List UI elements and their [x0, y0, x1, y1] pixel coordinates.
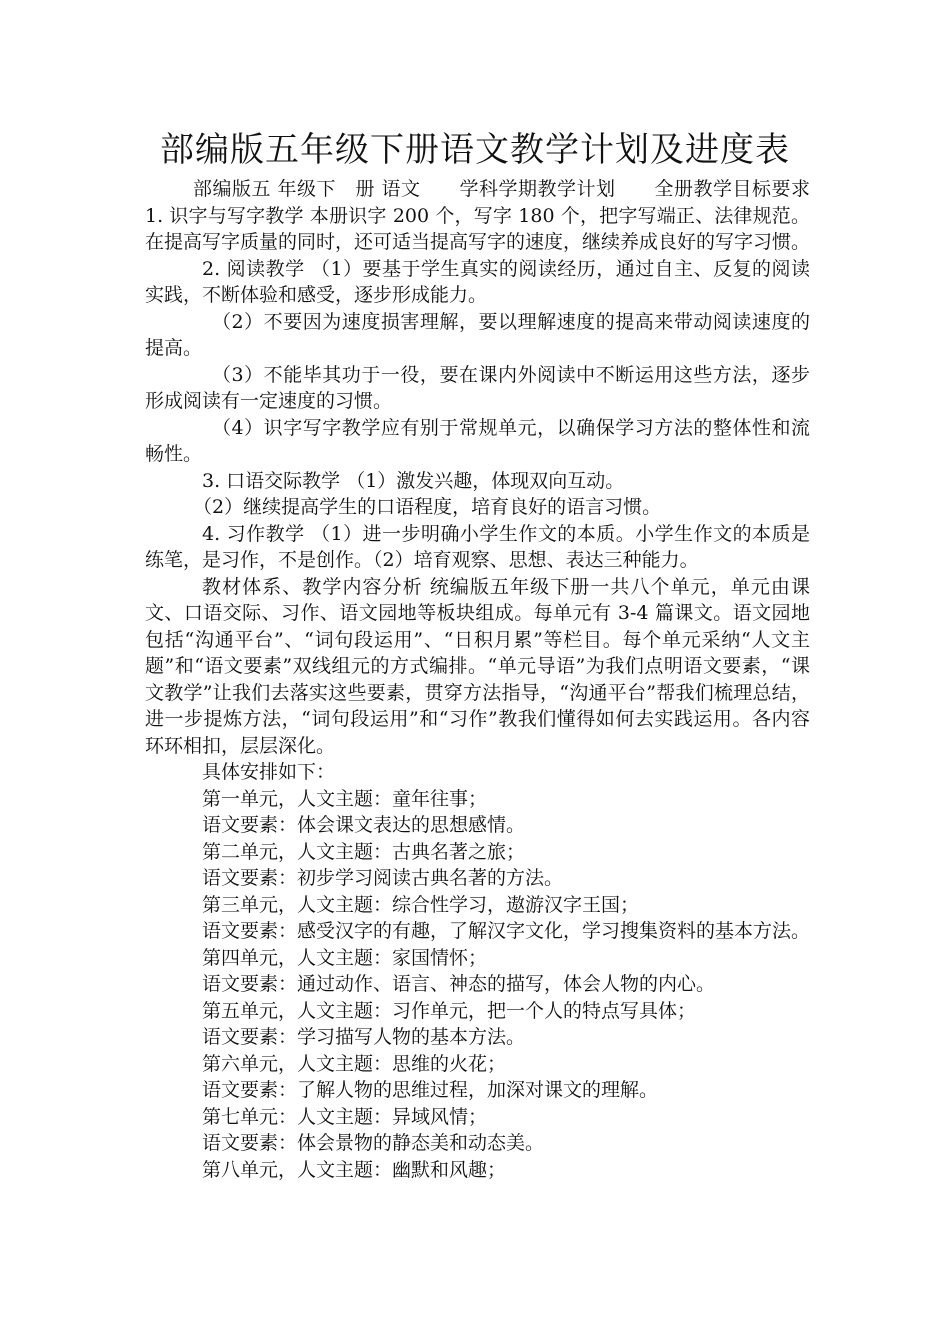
document-title: 部编版五年级下册语文教学计划及进度表: [160, 130, 790, 170]
unit-4-element: 语文要素：通过动作、语言、神态的描写，体会人物的内心。: [202, 973, 716, 995]
unit-8-theme: 第八单元，人文主题：幽默和风趣；: [202, 1158, 507, 1181]
paragraph-arrangement-intro: 具体安排如下：: [202, 761, 336, 783]
unit-5-theme: 第五单元，人文主题：习作单元，把一个人的特点写具体；: [202, 999, 697, 1022]
paragraph-objectives: 部编版五 年级下 册 语文 学科学期教学计划 全册教学目标要求 1. 识字与写字教学 本册识字 200 个，写字 180 个，把字写端正、法律规范。在提高写字质量的同时，还可适当提高写字的速度，继续养成良好的写字习惯。: [145, 178, 811, 253]
unit-3-element: 语文要素：感受汉字的有趣，了解汉字文化，学习搜集资料的基本方法。: [202, 920, 811, 942]
unit-1-element: 语文要素：体会课文表达的思想感情。: [202, 814, 526, 836]
unit-7-element: 语文要素：体会景物的静态美和动态美。: [202, 1132, 545, 1154]
paragraph-reading-1: 2. 阅读教学 （1）要基于学生真实的阅读经历，通过自主、反复的阅读实践，不断体验和感受，逐步形成能力。: [145, 257, 810, 306]
paragraph-reading-4: （4）识字写字教学应有别于常规单元，以确保学习方法的整体性和流畅性。: [145, 416, 810, 465]
paragraph-oral-1: 3. 口语交际教学 （1）激发兴趣，体现双向互动。: [202, 469, 625, 492]
unit-2-theme: 第二单元，人文主题：古典名著之旅；: [202, 840, 526, 863]
unit-6-element: 语文要素：了解人物的思维过程，加深对课文的理解。: [202, 1079, 659, 1101]
paragraph-reading-2: （2）不要因为速度损害理解，要以理解速度的提高来带动阅读速度的提高。: [145, 310, 810, 359]
unit-2-element: 语文要素：初步学习阅读古典名著的方法。: [202, 867, 564, 889]
unit-4-theme: 第四单元，人文主题：家国情怀；: [202, 946, 488, 969]
unit-5-element: 语文要素：学习描写人物的基本方法。: [202, 1026, 526, 1048]
paragraph-textbook-analysis: 教材体系、教学内容分析 统编版五年级下册一共八个单元，单元由课文、口语交际、习作、语文园地等板块组成。每单元有 3-4 篇课文。语文园地包括“沟通平台”、“词句段运用”、“日积月累”等栏目。每个单元采纳“人文主题”和“语文要素”双线组元的方式编排。“单元导语”为我们点明语文要素，“课文教学”让我们去落实这些要素，贯穿方法指导，“沟通平台”帮我们梳理总结，进一步提炼方法，“词句段运用”和“习作”教我们懂得如何去实践运用。各内容环环相扣，层层深化。: [145, 575, 810, 757]
paragraph-reading-3: （3）不能毕其功于一役，要在课内外阅读中不断运用这些方法，逐步形成阅读有一定速度的习惯。: [145, 363, 810, 412]
unit-6-theme: 第六单元，人文主题：思维的火花；: [202, 1052, 507, 1075]
paragraph-writing: 4. 习作教学 （1）进一步明确小学生作文的本质。小学生作文的本质是练笔，是习作，不是创作。（2）培育观察、思想、表达三种能力。: [145, 522, 810, 571]
paragraph-oral-2: （2）继续提高学生的口语程度，培育良好的语言习惯。: [193, 496, 662, 518]
unit-1-theme: 第一单元，人文主题：童年往事；: [202, 787, 488, 810]
unit-7-theme: 第七单元：人文主题：异域风情；: [202, 1105, 488, 1128]
unit-3-theme: 第三单元，人文主题：综合性学习，遨游汉字王国；: [202, 893, 640, 916]
document-body: [145, 176, 810, 1183]
